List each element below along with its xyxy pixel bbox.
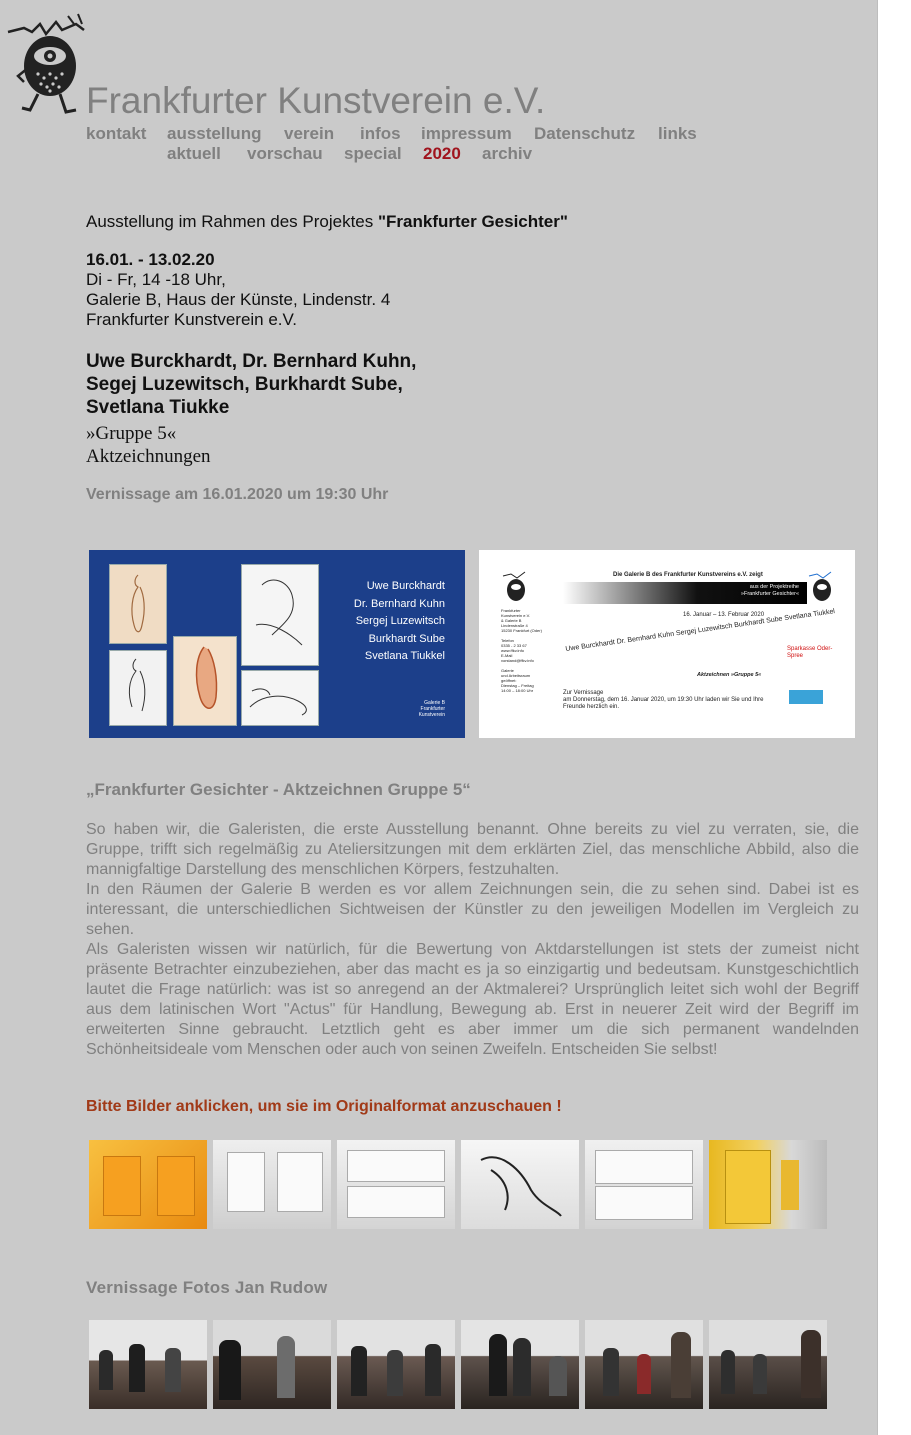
exhibition-thumbnails: [89, 1140, 829, 1229]
nav-kontakt[interactable]: kontakt: [86, 124, 147, 143]
exhibition-subtitle: Aktzeichnungen: [86, 446, 211, 467]
artists-block: [86, 350, 859, 419]
poster-logo-icon: [807, 570, 837, 606]
poster-vernissage-text: am Donnerstag, dem 16. Januar 2020, um 19:30 Uhr laden wir Sie und Ihre Freunde herzlich ein.: [563, 697, 764, 710]
poster-address-line: E-Mail: [501, 653, 513, 658]
figure-sketch-icon: [110, 651, 166, 725]
nav-archiv[interactable]: archiv: [482, 144, 533, 163]
exhibition-intro: [86, 212, 859, 232]
poster-name: Burkhardt Sube: [733, 615, 783, 630]
poster-address-line: Galerie: [501, 668, 514, 673]
thumbnail-image[interactable]: [709, 1140, 827, 1229]
figure-sketch-icon: [461, 1140, 579, 1229]
sketch-image: [109, 564, 167, 644]
date-range: 16.01. - 13.02.20: [86, 250, 215, 269]
poster-series-line: aus der Projektreihe: [749, 584, 799, 590]
thumbnail-image[interactable]: [89, 1140, 207, 1229]
poster-right-title: Aktzeichnen »Gruppe 5«: [697, 672, 762, 678]
poster-sponsor-badge: [789, 690, 823, 704]
poster-address-line: 0335 - 2 33 67: [501, 643, 527, 648]
poster-name: Burkhardt Sube: [368, 632, 445, 645]
poster-address-line: Dienstag – Freitag: [501, 683, 534, 688]
nav-aktuell[interactable]: aktuell: [167, 144, 221, 163]
vernissage-photo-thumbnails: [89, 1320, 829, 1409]
sketch-image: [241, 564, 319, 666]
poster-address-line: 15230 Frankfurt (Oder): [501, 628, 542, 633]
thumbnail-image[interactable]: [213, 1140, 331, 1229]
poster-name: Sergej Luzewitsch: [675, 622, 733, 638]
poster-name: Sergej Luzewitsch: [355, 615, 445, 627]
poster-address-line: Telefon: [501, 638, 514, 643]
thumbnail-image[interactable]: [213, 1320, 331, 1409]
article-paragraph: In den Räumen der Galerie B werden es vor allem Zeichnungen sein, die zu sehen sind. Dabei ist es interessant, die unterschiedlichen Sichtweisen der Künstler zu den jeweiligen Modellen im Vergleich zu sehen.: [86, 881, 859, 938]
fotos-heading: Vernissage Fotos Jan Rudow: [86, 1278, 328, 1297]
poster-address-line: 14:00 – 18:00 Uhr: [501, 688, 534, 693]
artists-line: Segej Luzewitsch, Burkhardt Sube,: [86, 374, 403, 395]
poster-galerie-label: [385, 700, 445, 718]
poster-series-line: »Frankfurter Gesichter«: [740, 591, 799, 597]
poster-address-line: Kunstverein e.V.: [501, 613, 530, 618]
poster-series: [689, 584, 799, 598]
poster-address-line: & Galerie B: [501, 618, 522, 623]
poster-header: Die Galerie B des Frankfurter Kunstvereins e.V. zeigt: [613, 572, 763, 578]
nav-links[interactable]: links: [658, 124, 697, 143]
poster-galerie-line: Frankfurter: [420, 706, 445, 712]
thumbnail-image[interactable]: [461, 1320, 579, 1409]
poster-address-line: vorstand@ffkv.info: [501, 658, 534, 663]
organizer: Frankfurter Kunstverein e.V.: [86, 310, 298, 329]
opening-hours: Di - Fr, 14 -18 Uhr,: [86, 270, 226, 289]
poster-sponsor: Sparkasse Oder-Spree: [787, 646, 833, 659]
group-name: »Gruppe 5«: [86, 423, 177, 444]
poster-image-right[interactable]: [479, 550, 855, 738]
nav-ausstellung[interactable]: ausstellung: [167, 124, 262, 143]
kunstverein-logo-icon[interactable]: [4, 10, 88, 114]
poster-address-line: Lindenstraße 4: [501, 623, 528, 628]
article-body: [86, 820, 859, 1060]
intro-project: "Frankfurter Gesichter": [377, 212, 568, 231]
nav-verein[interactable]: verein: [284, 124, 335, 143]
poster-address-line: Frankfurter: [501, 608, 521, 613]
poster-address-line: geöffnet:: [501, 678, 517, 683]
poster-dates: 16. Januar – 13. Februar 2020: [683, 612, 765, 618]
article-heading: „Frankfurter Gesichter - Aktzeichnen Gruppe 5“: [86, 780, 471, 799]
poster-name: Dr. Bernhard Kuhn: [353, 597, 445, 610]
click-note: Bitte Bilder anklicken, um sie im Originalformat anzuschauen !: [86, 1098, 562, 1115]
site-title: Frankfurter Kunstverein e.V.: [86, 80, 546, 121]
thumbnail-image[interactable]: [337, 1140, 455, 1229]
artists-line: Uwe Burckhardt, Dr. Bernhard Kuhn,: [86, 351, 417, 372]
exhibition-dates-block: [86, 250, 859, 330]
figure-sketch-icon: [174, 637, 236, 725]
group-block: [86, 422, 859, 468]
sketch-image: [109, 650, 167, 726]
poster-galerie-line: Kunstverein: [418, 712, 445, 718]
figure-sketch-icon: [242, 671, 318, 725]
poster-address-line: www.ffkv.info: [501, 648, 524, 653]
poster-image-left[interactable]: [89, 550, 465, 738]
thumbnail-image[interactable]: [709, 1320, 827, 1409]
poster-address: [501, 608, 542, 693]
poster-name: Dr. Bernhard Kuhn: [616, 630, 675, 646]
artists-line: Svetlana Tiukke: [86, 397, 230, 418]
location: Galerie B, Haus der Künste, Lindenstr. 4: [86, 290, 391, 309]
thumbnail-image[interactable]: [89, 1320, 207, 1409]
figure-sketch-icon: [110, 565, 166, 643]
poster-name: Svetlana Tiukkel: [783, 608, 836, 623]
article-paragraph: Als Galeristen wissen wir natürlich, für die Bewertung von Aktdarstellungen ist stets der zumeist nicht präsente Betrachter einzubeziehen, aber das macht es ja so einzigartig und bedeutsam. Kunstgeschichtlich lautet die Frage natürlich: was ist so anregend an der Aktmalerei? Ursprünglich leitet sich wohl der Begriff aus dem latinischen Wort "Actus" für Handlung, Bewegung ab. Erst in neuerer Zeit wird der Begriff im erweiterten Sinne gebraucht. Letztlich geht es aber immer um die sich permanent wandelnden Schönheitsideale vom Menschen oder auch von seinen Zweifeln. Entscheiden Sie selbst!: [86, 941, 859, 1058]
thumbnail-image[interactable]: [585, 1320, 703, 1409]
article-paragraph: So haben wir, die Galeristen, die erste Ausstellung benannt. Ohne bereits zu viel zu verraten, sie, die Gruppe, trifft sich regelmäßig zu Ateliersitzungen mit dem erklärten Ziel, das menschliche Abbild, also die mannigfaltige Darstellung des menschlichen Körpers, festzuhalten.: [86, 821, 859, 878]
nav-datenschutz[interactable]: Datenschutz: [534, 124, 636, 143]
sketch-image: [241, 670, 319, 726]
sketch-image: [173, 636, 237, 726]
thumbnail-image[interactable]: [585, 1140, 703, 1229]
nav-2020[interactable]: 2020: [423, 144, 461, 163]
figure-sketch-icon: [242, 565, 318, 665]
poster-name: Uwe Burckhardt: [565, 639, 616, 653]
poster-address-line: und Arbeitsraum: [501, 673, 531, 678]
poster-name: Svetlana Tiukkel: [364, 650, 445, 662]
poster-logo-icon: [501, 570, 531, 606]
nav-special[interactable]: special: [344, 144, 402, 163]
intro-prefix: Ausstellung im Rahmen des Projektes: [86, 212, 378, 231]
thumbnail-image[interactable]: [337, 1320, 455, 1409]
poster-vernissage-label: Zur Vernissage: [563, 690, 604, 696]
poster-name: Uwe Burckhardt: [366, 580, 445, 592]
nav-vorschau[interactable]: vorschau: [247, 144, 323, 163]
poster-galerie-line: Galerie B: [424, 700, 445, 706]
nav-impressum[interactable]: impressum: [421, 124, 512, 143]
vernissage-info: Vernissage am 16.01.2020 um 19:30 Uhr: [86, 486, 389, 503]
poster-vernissage: [563, 690, 773, 711]
poster-artist-names: [354, 578, 445, 666]
nav-infos[interactable]: infos: [360, 124, 401, 143]
thumbnail-image[interactable]: [461, 1140, 579, 1229]
